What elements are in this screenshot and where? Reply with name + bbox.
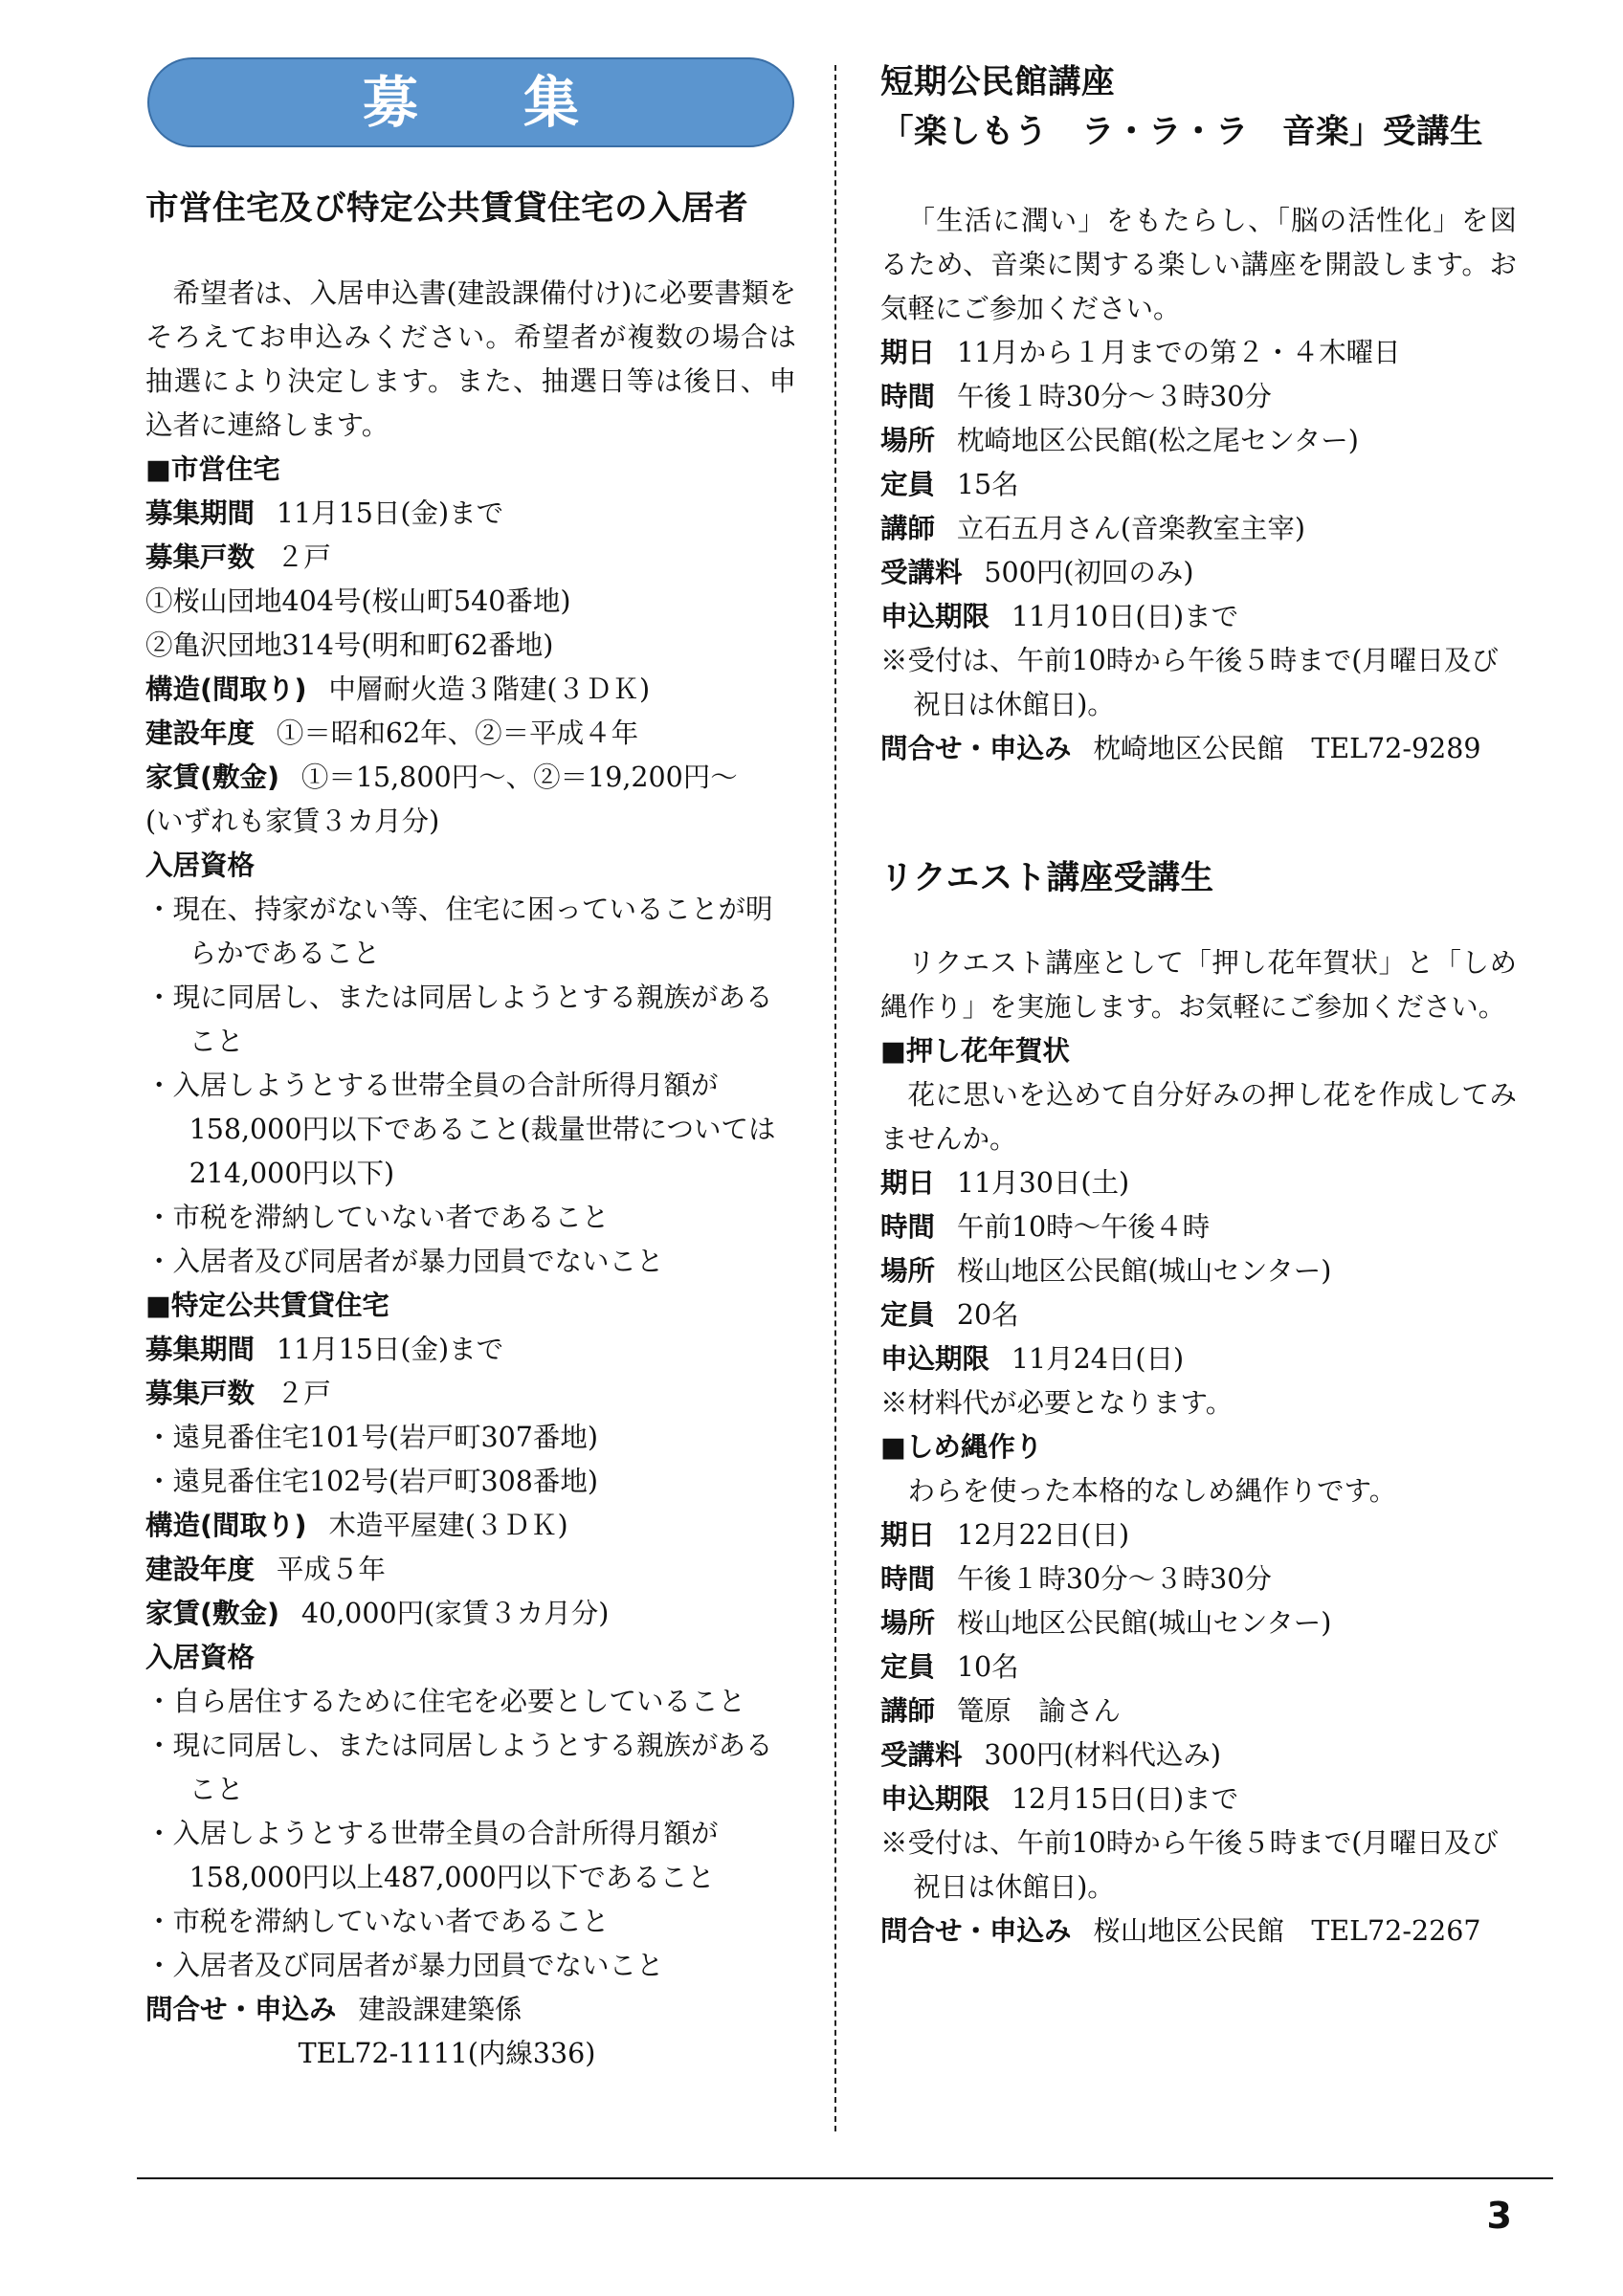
value: 12月22日(日) (956, 1519, 1130, 1551)
municipal-housing-heading: ■市営住宅 (145, 453, 280, 485)
special-unit-2: ・遠見番住宅102号(岩戸町308番地) (145, 1466, 599, 1497)
value: 40,000円(家賃３カ月分) (300, 1598, 610, 1629)
qualification-item: ・現に同居し、または同居しようとする親族があること (145, 1730, 773, 1805)
value: 11月10日(日)まで (1011, 601, 1239, 632)
shimenawa-note: ※受付は、午前10時から午後５時まで(月曜日及び祝日は休館日)。 (880, 1827, 1499, 1903)
municipal-units (145, 536, 796, 580)
value: 篭原 諭さん (956, 1695, 1121, 1727)
music-date (880, 331, 1517, 375)
oshibana-date (880, 1161, 1517, 1205)
municipal-rent-note: (いずれも家賃３カ月分) (145, 806, 440, 837)
value: 午後１時30分～３時30分 (956, 1563, 1272, 1595)
value: 枕崎地区公民館(松之尾センター) (956, 425, 1359, 456)
qualification-item: ・現に同居し、または同居しようとする親族があること (145, 982, 773, 1057)
municipal-unit-2: ②亀沢団地314号(明和町62番地) (145, 629, 554, 661)
value: 桜山地区公民館(城山センター) (956, 1607, 1332, 1639)
request-intro: リクエスト講座として「押し花年賀状」と「しめ縄作り」を実施します。お気軽にご参加ください。 (880, 947, 1517, 1023)
label: 家賃(敷金) (145, 1598, 280, 1629)
municipal-rent (145, 756, 796, 800)
shimenawa-deadline (880, 1777, 1517, 1821)
value: 11月15日(金)まで (276, 497, 504, 529)
label: 問合せ・申込み (880, 1915, 1072, 1947)
value: ２戸 (276, 541, 331, 573)
qualification-item: ・入居者及び同居者が暴力団員でないこと (145, 1950, 664, 1981)
value: 11月から１月までの第２・４木曜日 (956, 337, 1401, 368)
housing-intro: 希望者は、入居申込書(建設課備付け)に必要書類をそろえてお申込みください。希望者が複数の場合は抽選により決定します。また、抽選日等は後日、申込者に連絡します。 (145, 277, 796, 441)
oshibana-capacity (880, 1293, 1517, 1337)
oshibana-time (880, 1205, 1517, 1249)
music-capacity (880, 463, 1517, 507)
label: 申込期限 (880, 1783, 990, 1815)
qualification-item: ・市税を滞納していない者であること (145, 1906, 610, 1937)
column-divider (834, 65, 836, 2131)
label: 申込期限 (880, 1343, 990, 1375)
municipal-qualification-heading: 入居資格 (145, 850, 256, 881)
label: 時間 (880, 381, 936, 412)
label: 問合せ・申込み (145, 1994, 337, 2025)
special-build-year (145, 1548, 796, 1592)
label: 定員 (880, 469, 936, 500)
label: 時間 (880, 1563, 936, 1595)
music-teacher (880, 507, 1517, 551)
footer-rule (137, 2177, 1553, 2179)
value: 立石五月さん(音楽教室主宰) (956, 513, 1306, 544)
label: 問合せ・申込み (880, 733, 1072, 764)
music-place (880, 419, 1517, 463)
special-units (145, 1372, 796, 1416)
special-qualification-heading: 入居資格 (145, 1642, 256, 1673)
page-number: 3 (1486, 2195, 1512, 2237)
label: 申込期限 (880, 601, 990, 632)
shimenawa-desc: わらを使った本格的なしめ縄作りです。 (907, 1475, 1397, 1507)
municipal-period (145, 492, 796, 536)
value: 桜山地区公民館 TEL72-2267 (1093, 1915, 1481, 1947)
value: 平成５年 (276, 1554, 386, 1585)
special-period (145, 1328, 796, 1372)
label: 定員 (880, 1299, 936, 1331)
housing-contact (145, 1988, 796, 2032)
label: 受講料 (880, 557, 963, 588)
banner-label: 募集 (362, 70, 684, 135)
value: 木造平屋建(３ＤＫ) (328, 1510, 568, 1541)
qualification-item: ・現在、持家がない等、住宅に困っていることが明らかであること (145, 894, 773, 969)
music-fee (880, 551, 1517, 595)
label: 場所 (880, 425, 936, 456)
music-note: ※受付は、午前10時から午後５時まで(月曜日及び祝日は休館日)。 (880, 645, 1499, 720)
music-course-title-2: 「楽しもう ラ・ラ・ラ 音楽」受講生 (880, 113, 1483, 151)
oshibana-note: ※材料代が必要となります。 (880, 1387, 1234, 1419)
label: 募集期間 (145, 497, 256, 529)
municipal-build-year (145, 712, 796, 756)
shimenawa-capacity (880, 1645, 1517, 1689)
value: 建設課建築係 (358, 1994, 522, 2025)
music-contact (880, 727, 1517, 771)
recruitment-banner (147, 57, 794, 147)
value: 桜山地区公民館(城山センター) (956, 1255, 1332, 1287)
request-course-title: リクエスト講座受講生 (880, 859, 1214, 897)
qualification-item: ・入居しようとする世帯全員の合計所得月額が158,000円以下であること(裁量世帯については214,000円以下) (145, 1070, 776, 1189)
value: ①＝昭和62年、②＝平成４年 (276, 718, 639, 749)
municipal-unit-1: ①桜山団地404号(桜山町540番地) (145, 585, 571, 617)
value: 午前10時～午後４時 (956, 1211, 1211, 1243)
shimenawa-date (880, 1513, 1517, 1557)
label: 期日 (880, 1167, 936, 1199)
special-structure (145, 1504, 796, 1548)
qualification-item: ・入居者及び同居者が暴力団員でないこと (145, 1246, 664, 1277)
oshibana-deadline (880, 1337, 1517, 1381)
shimenawa-heading: ■しめ縄作り (880, 1431, 1043, 1463)
value: 15名 (956, 469, 1019, 500)
shimenawa-time (880, 1557, 1517, 1601)
music-time (880, 375, 1517, 419)
municipal-structure (145, 668, 796, 712)
value: 20名 (956, 1299, 1019, 1331)
value: 枕崎地区公民館 TEL72-9289 (1093, 733, 1481, 764)
special-unit-1: ・遠見番住宅101号(岩戸町307番地) (145, 1422, 599, 1453)
value: 300円(材料代込み) (984, 1739, 1221, 1771)
oshibana-heading: ■押し花年賀状 (880, 1035, 1070, 1067)
left-column (145, 57, 796, 2076)
shimenawa-teacher (880, 1689, 1517, 1733)
qualification-item: ・市税を滞納していない者であること (145, 1202, 610, 1233)
value: 午後１時30分～３時30分 (956, 381, 1272, 412)
label: 期日 (880, 1519, 936, 1551)
housing-contact-tel: TEL72-1111(内線336) (298, 2038, 596, 2069)
label: 場所 (880, 1607, 936, 1639)
shimenawa-fee (880, 1733, 1517, 1777)
qualification-item: ・入居しようとする世帯全員の合計所得月額が158,000円以上487,000円以下であること (145, 1818, 719, 1893)
label: 構造(間取り) (145, 673, 307, 705)
label: 建設年度 (145, 718, 256, 749)
label: 構造(間取り) (145, 1510, 307, 1541)
value: 500円(初回のみ) (984, 557, 1194, 588)
special-rent (145, 1592, 796, 1636)
label: 場所 (880, 1255, 936, 1287)
value: 11月24日(日) (1011, 1343, 1185, 1375)
qualification-item: ・自ら居住するために住宅を必要としていること (145, 1686, 746, 1717)
music-deadline (880, 595, 1517, 639)
label: 家賃(敷金) (145, 762, 280, 793)
value: 10名 (956, 1651, 1019, 1683)
label: 講師 (880, 1695, 936, 1727)
music-course-title-1: 短期公民館講座 (880, 63, 1115, 101)
label: 建設年度 (145, 1554, 256, 1585)
label: 講師 (880, 513, 936, 544)
label: 募集戸数 (145, 541, 256, 573)
label: 募集戸数 (145, 1378, 256, 1409)
special-housing-heading: ■特定公共賃貸住宅 (145, 1290, 389, 1321)
music-intro: 「生活に潤い」をもたらし、「脳の活性化」を図るため、音楽に関する楽しい講座を開設します。お気軽にご参加ください。 (880, 205, 1517, 324)
value: ２戸 (276, 1378, 331, 1409)
label: 期日 (880, 337, 936, 368)
value: 11月30日(土) (956, 1167, 1130, 1199)
right-column (880, 57, 1517, 1954)
value: ①＝15,800円～、②＝19,200円～ (300, 762, 738, 793)
oshibana-desc: 花に思いを込めて自分好みの押し花を作成してみませんか。 (880, 1079, 1517, 1155)
value: 12月15日(日)まで (1011, 1783, 1239, 1815)
value: 中層耐火造３階建(３ＤＫ) (328, 673, 651, 705)
label: 定員 (880, 1651, 936, 1683)
shimenawa-contact (880, 1910, 1517, 1954)
label: 時間 (880, 1211, 936, 1243)
shimenawa-place (880, 1601, 1517, 1645)
oshibana-place (880, 1249, 1517, 1293)
housing-title: 市営住宅及び特定公共賃貸住宅の入居者 (145, 189, 748, 228)
label: 受講料 (880, 1739, 963, 1771)
label: 募集期間 (145, 1334, 256, 1365)
value: 11月15日(金)まで (276, 1334, 504, 1365)
